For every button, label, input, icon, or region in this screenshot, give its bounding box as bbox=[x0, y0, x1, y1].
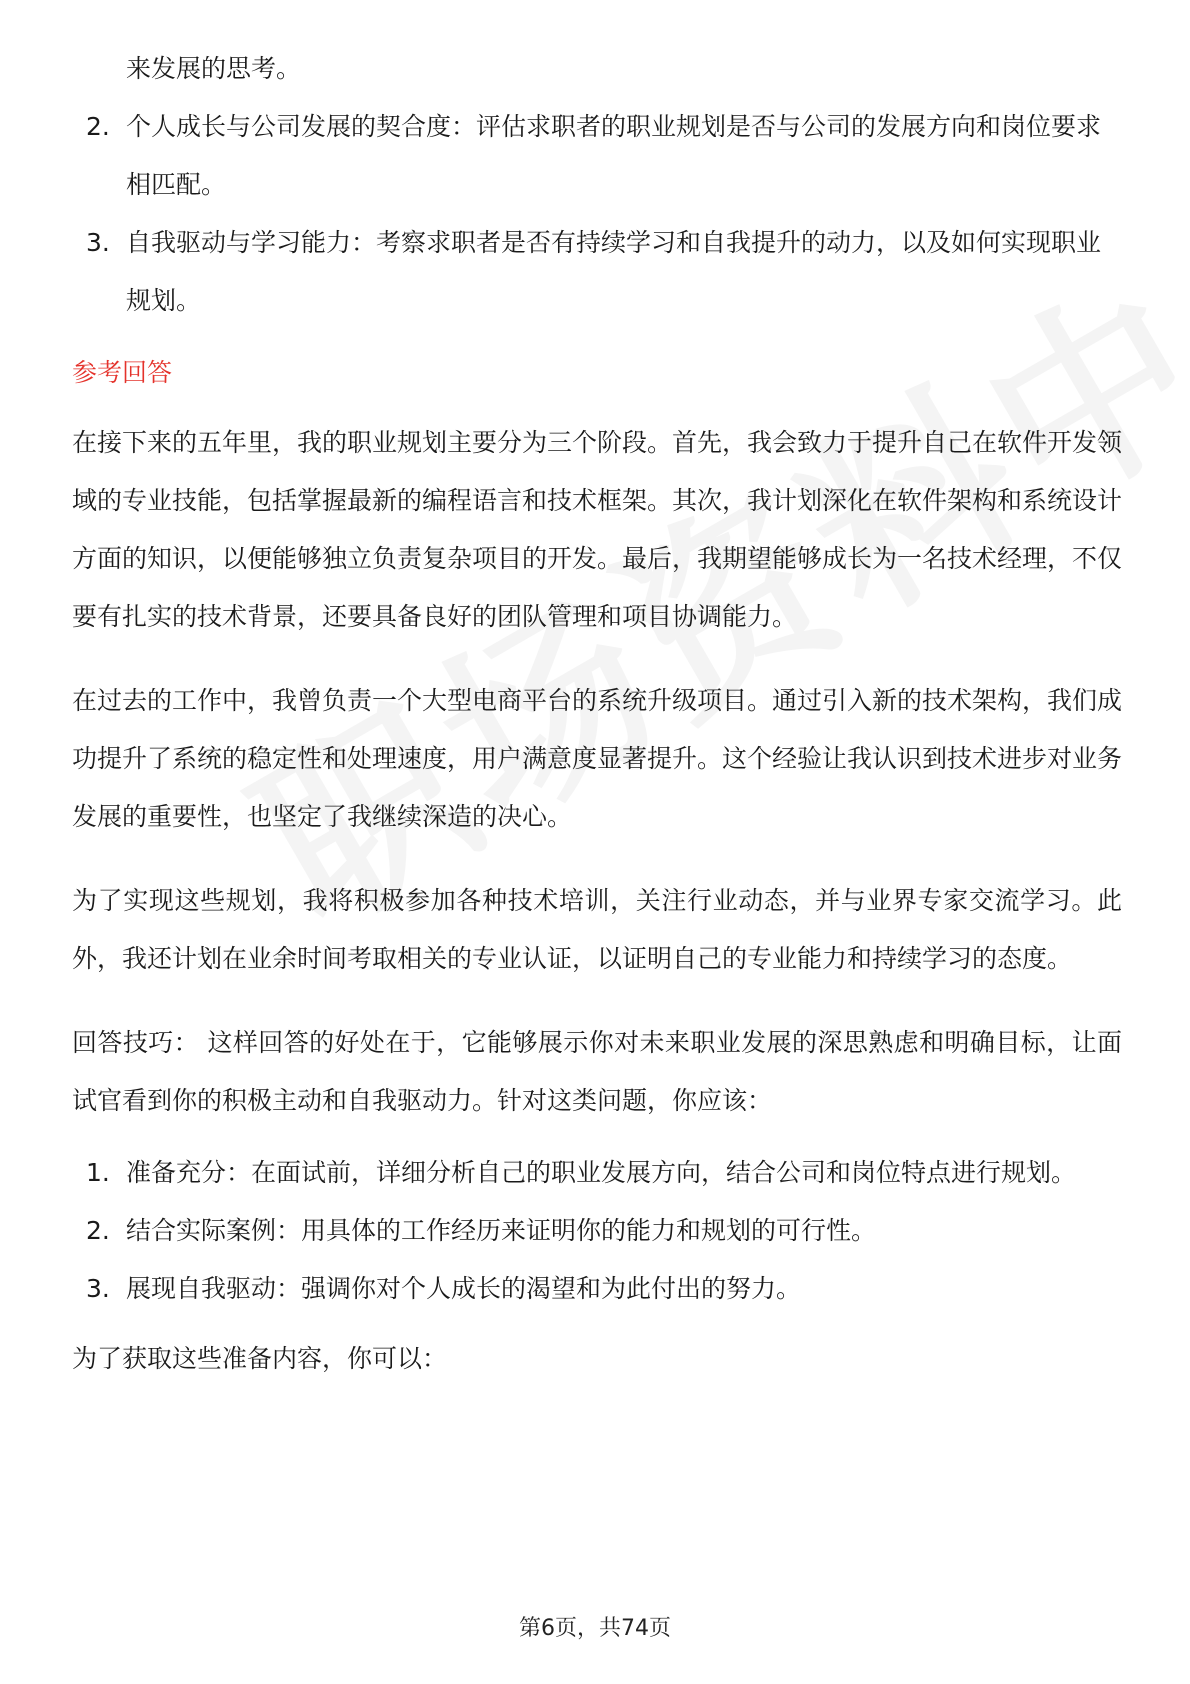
list-number: 2. bbox=[86, 1216, 110, 1245]
answer-paragraph: 为了实现这些规划，我将积极参加各种技术培训，关注行业动态，并与业界专家交流学习。此外，我还计划在业余时间考取相关的专业认证，以证明自己的专业能力和持续学习的态度。 bbox=[72, 886, 1122, 973]
list-text: 展现自我驱动：强调你对个人成长的渴望和为此付出的努力。 bbox=[126, 1274, 802, 1303]
list-number: 2. bbox=[86, 112, 110, 141]
page-content bbox=[72, 40, 1122, 1388]
tips-intro: 回答技巧： 这样回答的好处在于，它能够展示你对未来职业发展的深思熟虑和明确目标，让面试官看到你的积极主动和自我驱动力。针对这类问题，你应该： bbox=[72, 1028, 1122, 1115]
closing-line: 为了获取这些准备内容，你可以： bbox=[72, 1344, 448, 1373]
answer-paragraph: 在接下来的五年里，我的职业规划主要分为三个阶段。首先，我会致力于提升自己在软件开发领域的专业技能，包括掌握最新的编程语言和技术框架。其次，我计划深化在软件架构和系统设计方面的知识，以便能够独立负责复杂项目的开发。最后，我期望能够成长为一名技术经理，不仅要有扎实的技术背景，还要具备良好的团队管理和项目协调能力。 bbox=[72, 428, 1123, 631]
list-item bbox=[72, 1260, 1122, 1318]
list-item bbox=[72, 98, 1122, 214]
list-text: 自我驱动与学习能力：考察求职者是否有持续学习和自我提升的动力，以及如何实现职业规划。 bbox=[126, 228, 1102, 315]
list-number: 1. bbox=[86, 1158, 110, 1187]
list-number: 3. bbox=[86, 228, 110, 257]
list-text: 结合实际案例：用具体的工作经历来证明你的能力和规划的可行性。 bbox=[126, 1216, 877, 1245]
list-item bbox=[72, 1202, 1122, 1260]
list-number: 3. bbox=[86, 1274, 110, 1303]
tips-list bbox=[72, 1144, 1122, 1318]
list-item bbox=[72, 1144, 1122, 1202]
answer-paragraph: 在过去的工作中，我曾负责一个大型电商平台的系统升级项目。通过引入新的技术架构，我们成功提升了系统的稳定性和处理速度，用户满意度显著提升。这个经验让我认识到技术进步对业务发展的重要性，也坚定了我继续深造的决心。 bbox=[72, 686, 1123, 831]
section-title: 参考回答 bbox=[72, 358, 173, 387]
criteria-list bbox=[72, 98, 1122, 330]
continuation-line: 来发展的思考。 bbox=[126, 54, 302, 83]
page-footer: 第6页，共74页 bbox=[519, 1616, 671, 1641]
list-item bbox=[72, 214, 1122, 330]
list-text: 个人成长与公司发展的契合度：评估求职者的职业规划是否与公司的发展方向和岗位要求相匹配。 bbox=[126, 112, 1102, 199]
list-text: 准备充分：在面试前，详细分析自己的职业发展方向，结合公司和岗位特点进行规划。 bbox=[126, 1158, 1077, 1187]
